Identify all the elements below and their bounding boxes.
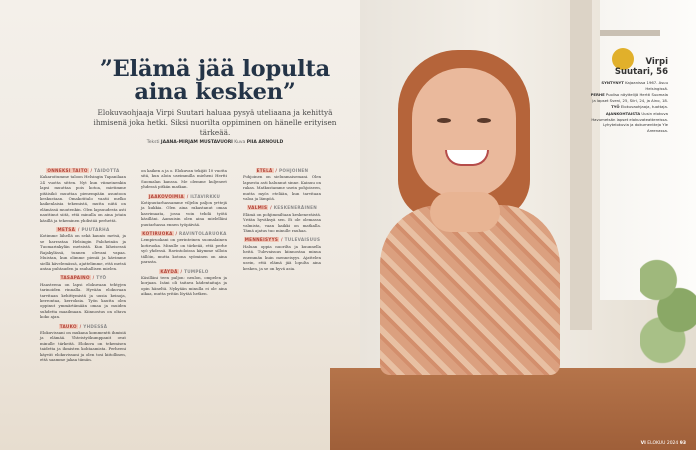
section-text: Kotipuutarhassamme viljelin paljon yrttejä ja kukkia. Olen aina rakastanut omaa kasvimaata, jossa voin tehdä työtä käsilläni. Aamuisin olen aina mielelläni puutarhassa ennen työpäivää. bbox=[141, 200, 227, 227]
heading-separator: / bbox=[270, 205, 272, 211]
heading-left: VALMIS bbox=[247, 205, 268, 211]
portrait-hands bbox=[430, 192, 500, 232]
section-text: Käsilläni teen paljon: neulon, ompelen ja korjaan. Isäni oli taitava kädentaitaja ja opin häneltä. Nykyään minulla ei ole aina aikaa, mutta yritän löytää hetken. bbox=[141, 274, 227, 297]
section-heading bbox=[141, 194, 227, 199]
page-footer bbox=[641, 441, 686, 446]
fact-key: SYNTYNYT bbox=[601, 80, 624, 85]
section-heading bbox=[40, 168, 126, 173]
section-text: Lempiruokani on perinteinen suomalainen kotiruoka. Minulle on tärkeää, että perhe syö yhdessä. Ravintoloissa käymme silloin tällöin, mutta kotona syöminen on aina parasta. bbox=[141, 237, 227, 265]
byline-text-label: Teksti bbox=[146, 140, 160, 145]
heading-right: TYÖ bbox=[96, 275, 107, 281]
profile-name bbox=[550, 58, 668, 77]
door-frame bbox=[570, 0, 592, 330]
heading-separator: / bbox=[92, 275, 95, 281]
heading-separator: / bbox=[186, 193, 189, 199]
fact-value: Elokuvaohjaaja, tuottaja. bbox=[620, 104, 668, 110]
section-text: Haluan oppia nuorilta ja kuunnella heitä. Tulevaisuus kiinnostaa minua enemmän kuin menneisyys. Ajattelen usein, että elämä jää lopulta aina kesken, ja se on hyvä asia. bbox=[243, 243, 321, 271]
portrait-face bbox=[412, 68, 516, 198]
heading-left: KOTIRUOKA bbox=[142, 231, 173, 237]
profile-name-line2: Suutari, 56 bbox=[614, 66, 668, 77]
profile-name-line1: Virpi bbox=[645, 57, 668, 67]
heading-right: TULEVAISUUS bbox=[284, 237, 321, 243]
section-heading bbox=[141, 231, 227, 236]
section-heading bbox=[40, 227, 126, 232]
section-text: Elämä on pohjimmiltaan keskeneräistä. Yritän hyväksyä sen. Ei ole olemassa valmista, vaan kaikki on matkalla. Tämä ajatus tuo minulle rauhaa. bbox=[243, 211, 322, 234]
heading-separator: / bbox=[79, 323, 82, 329]
heading-right: POHJOINEN bbox=[278, 168, 309, 173]
heading-left: ONNEKSI TAITO bbox=[47, 168, 88, 173]
heading-separator: / bbox=[180, 268, 183, 274]
shelf bbox=[600, 30, 660, 36]
fact-value: Kajaanissa 1967. Asuu Helsingissä. bbox=[625, 80, 668, 91]
heading-separator: / bbox=[77, 227, 80, 233]
profile-fact bbox=[588, 104, 668, 110]
section-text: Kotimme lähellä on sekä kaunis metsä, ja se harrastaa Helsingin Paloheinän ja Tuomarinkylän metsistä. Kun läheisessä Rajakylässä, tunnen olevani vapaa. Muistan, kun olimme pieniä ja kävimme siellä kävelemässä, ajattelimme, että metsä antaa puhtauden ja rauhallisen mielen. bbox=[40, 233, 126, 271]
section-heading bbox=[243, 205, 321, 210]
heading-separator: / bbox=[175, 231, 178, 237]
section-heading bbox=[141, 269, 227, 274]
fact-key: AJANKOHTAISTA bbox=[605, 110, 641, 116]
heading-right: YHDESSÄ bbox=[83, 323, 108, 329]
portrait-eye-right bbox=[477, 118, 491, 123]
plant bbox=[640, 220, 696, 370]
heading-left: ETELÄ bbox=[256, 168, 273, 173]
section-text: Haasteena on lapsi elokuvaan tehtyjen tarinoiden rinnalla. Hyvään elokuvaan tarvitaan kehittymistä ja uusia keinoja, kerrontaa, kerroksia. Työn kautta olen oppinut ymmärtämään omaa ja muiden suhdetta maailmaan. Kiinnostus on oltava koko ajan. bbox=[40, 281, 126, 320]
wooden-table bbox=[330, 368, 696, 450]
heading-right: PUUTARHA bbox=[81, 227, 110, 233]
fact-key: PERHE bbox=[590, 92, 605, 98]
profile-fact bbox=[588, 92, 668, 103]
article-deck: Elokuvaohjaaja Virpi Suutari haluaa pysyä uteliaana ja kehittyä ihmisenä joka hetki. Siksi nuorilta oppiminen on hänelle erityisen tärkeää. bbox=[93, 108, 337, 137]
section-heading bbox=[40, 324, 126, 329]
article-column-2 bbox=[141, 168, 227, 297]
section-heading bbox=[40, 275, 126, 280]
article-column-1 bbox=[40, 168, 126, 362]
heading-left: METSÄ bbox=[57, 227, 76, 233]
article-headline: ”Elämä jää lopulta aina kesken” bbox=[99, 56, 331, 105]
section-text: Elokuvissani on mukana kommentti ihmisiä ja elämää. Yhteistyökumppanit ovat minulle tärkeitä. Elokuva on tekemisen taidetta ja ihmisten kohtaamista. Perheeni käyvät elokuvissani ja olen tosi kiitollinen, että saamme jakaa tämän. bbox=[40, 329, 126, 362]
byline-text-author: JAANA-MIRJAM MUSTAVUORI bbox=[160, 140, 233, 145]
byline-photo-label: Kuva bbox=[234, 140, 246, 145]
article-byline bbox=[80, 140, 350, 145]
heading-left: JAAKOVOIMIA bbox=[148, 193, 184, 199]
heading-right: KESKENERÄINEN bbox=[273, 205, 318, 211]
heading-right: RAVINTOLARUOKA bbox=[179, 231, 227, 237]
heading-right: TAIDOTTA bbox=[94, 168, 120, 173]
section-heading bbox=[243, 237, 321, 242]
heading-separator: / bbox=[281, 237, 283, 243]
portrait-eye-left bbox=[437, 118, 451, 123]
article-column-3 bbox=[243, 168, 321, 271]
fact-key: TYÖ bbox=[611, 104, 620, 110]
heading-right: ILTAVIRKKU bbox=[190, 193, 221, 199]
heading-left: KÄYDÄ bbox=[160, 268, 178, 274]
heading-left: TAUKO bbox=[59, 323, 77, 329]
heading-right: TUMPELO bbox=[184, 268, 209, 274]
section-text: Pohjoinen on sielunmaisemani. Olen lapsesta asti halunnut sinne. Kainuu on rakas. Matkustamme usein pohjoiseen, mutta myös etelään, kun tarvitaan valoa ja lämpöä. bbox=[243, 174, 321, 202]
byline-photo-author: PIIA ARNOULD bbox=[246, 140, 284, 145]
issue-label: ELOKUU 2024 bbox=[647, 441, 679, 446]
magazine-name: VI bbox=[640, 441, 646, 446]
heading-separator: / bbox=[275, 168, 278, 173]
profile-facts bbox=[588, 80, 668, 134]
profile-fact bbox=[588, 111, 668, 133]
section-text: Kakaroitumme taloon Helsingin Tapanilaan 24 vuotta sitten. Nyt kun viimeinenkin lapsi muuttaa pois kotoa, mietimme pitäisikö muuttaa pienempään asuntoon keskustaan. Omakotitalo vaatii melko kaikenlaisia tekemistä, mutta niitä on elämässä muutenkin. Olen lapsuudesta asti nauttinut siitä, että minulla on aina jotain käsillä ja tekeminen yhdistää perhettä. bbox=[40, 174, 126, 223]
fact-value: Puoliso näyttelijä Hertti Suomala ja lapset Sveni, 25, Siiri, 24, ja Aino, 18. bbox=[592, 92, 668, 103]
section-text: on kaiken a ja o. Elokuvan tekijät 10 vuotta sitä, kun aloin useimmilla mieheni Hertti Suomalan kanssa. Me olemme kuljeneet yhdessä pitkän matkan. bbox=[141, 168, 227, 190]
page-number: 93 bbox=[679, 441, 686, 446]
profile-fact bbox=[588, 80, 668, 91]
fact-value: Uusin elokuva Havumetsän lapset elokuvateattereissa. Lyhytelokuvia ja dokumentteja Yle Areenassa. bbox=[591, 110, 668, 133]
heading-separator: / bbox=[90, 168, 93, 173]
heading-left: MENNEISYYS bbox=[244, 237, 279, 243]
heading-left: TASAPAINO bbox=[60, 275, 90, 281]
section-heading bbox=[243, 168, 321, 173]
